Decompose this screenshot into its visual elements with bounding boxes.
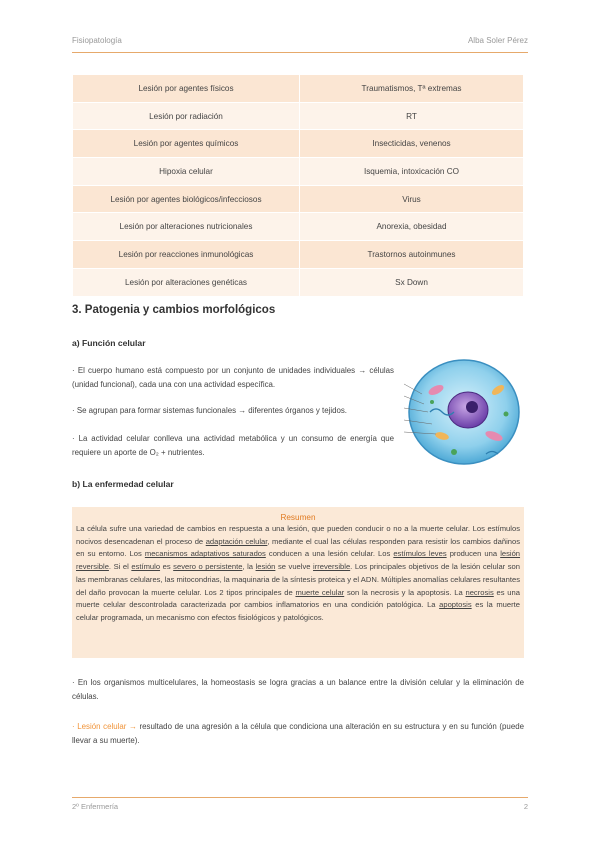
page-header [72, 34, 528, 53]
summary-term: lesión [255, 562, 276, 572]
summary-text-part: se vuelve [275, 562, 314, 572]
paragraph-cell-metabolism: · La actividad celular conlleva una actividad metabólica y un consumo de energía que requiere un aporte de O₂ + nutrientes. [72, 434, 394, 457]
summary-text-part: son la necrosis y la apoptosis. La [344, 587, 466, 597]
table-cell-example: Sx Down [300, 268, 524, 296]
table-row [73, 241, 524, 269]
section-title: 3. Patogenia y cambios morfológicos [72, 304, 276, 316]
table-cell-example: Virus [300, 185, 524, 213]
footer-course: 2º Enfermería [72, 802, 119, 811]
summary-term: adaptación celular [205, 536, 268, 546]
header-author: Alba Soler Pérez [467, 36, 528, 45]
summary-text-part: . Si el [108, 562, 132, 572]
paragraph-cell-units: · El cuerpo humano está compuesto por un conjunto de unidades individuales → células (unidad funcional), cada una con una actividad específica. [72, 366, 394, 389]
table-cell-cause: Hipoxia celular [73, 158, 300, 186]
table-row [73, 130, 524, 158]
summary-text-part: producen una [446, 549, 501, 559]
cell-diagram-icon [402, 354, 522, 469]
table-row [73, 213, 524, 241]
summary-text [76, 523, 520, 625]
summary-title: Resumen [280, 513, 316, 522]
table-cell-cause: Lesión por agentes físicos [73, 75, 300, 103]
summary-box [72, 507, 524, 658]
page-footer [72, 797, 528, 814]
table-row [73, 268, 524, 296]
summary-term: necrosis [465, 587, 494, 597]
summary-term: muerte celular [295, 587, 345, 597]
summary-text-part: , la [242, 562, 256, 572]
summary-text-part: es [160, 562, 174, 572]
table-cell-cause: Lesión por agentes biológicos/infecciosos [73, 185, 300, 213]
summary-text-part: La célula sufre una variedad de cambios en respuesta a una lesión, que pueden conducir o no a la muerte celular. Los estímulos nocivos desencadenan el proceso de [76, 524, 520, 546]
table-cell-cause: Lesión por alteraciones genéticas [73, 268, 300, 296]
summary-term: lesión reversible [76, 549, 521, 572]
table-row [73, 185, 524, 213]
table-row [73, 102, 524, 130]
table-cell-example: RT [300, 102, 524, 130]
summary-text-part: es una muerte celular descontrolada caracterizada por cambios inflamatorios en una condición patológica. La [76, 587, 520, 610]
summary-term: irreversible [313, 562, 351, 572]
table-cell-example: Traumatismos, Tª extremas [300, 75, 524, 103]
paragraph-homeostasis: · En los organismos multicelulares, la homeostasis se logra gracias a un balance entre la división celular y la eliminación de células. [72, 678, 524, 701]
table-cell-example: Isquemia, intoxicación CO [300, 158, 524, 186]
table-cell-cause: Lesión por agentes químicos [73, 130, 300, 158]
paragraph-functional-systems: · Se agrupan para formar sistemas funcionales → diferentes órganos y tejidos. [72, 406, 347, 415]
table-cell-cause: Lesión por reacciones inmunológicas [73, 241, 300, 269]
paragraph-cell-injury [72, 720, 524, 747]
table-cell-example: Anorexia, obesidad [300, 213, 524, 241]
page-number: 2 [523, 802, 528, 811]
table-cell-example: Trastornos autoinmunes [300, 241, 524, 269]
summary-text-part: es la muerte celular programada, un mecanismo con efectos fisiológicos y patológicos. [76, 600, 520, 622]
cell-illustration [402, 354, 522, 469]
summary-term: severo o persistente [173, 562, 243, 572]
table-cell-example: Insecticidas, venenos [300, 130, 524, 158]
summary-text-part: , mediante el cual las células responden para resistir los cambios dañinos en su entorno. Los [76, 536, 521, 559]
summary-term: mecanismos adaptativos saturados [144, 549, 266, 559]
summary-text-part: conducen a una lesión celular. Los [265, 549, 394, 559]
subsection-title-cell-disease: b) La enfermedad celular [72, 479, 174, 489]
subsection-title-cell-function: a) Función celular [72, 338, 146, 348]
summary-term: apoptosis [439, 600, 472, 610]
summary-term: estímulos leves [393, 549, 447, 559]
injury-causes-table [72, 74, 524, 297]
cell-injury-term: · Lesión celular → [72, 722, 137, 731]
summary-text-part: . Los principales objetivos de la lesión celular son las membranas celulares, las mitocondrias, la maquinaria de la síntesis proteica y el ADN. Múltiples anomalías celulares resultantes del daño provocan la muerte celular. Los 2 tipos principales de [76, 562, 520, 597]
summary-term: estímulo [131, 562, 161, 572]
table-row [73, 158, 524, 186]
table-row [73, 75, 524, 103]
cell-injury-definition: resultado de una agresión a la célula que condiciona una alteración en su estructura y en su función (puede llevar a su muerte). [72, 722, 524, 745]
table-cell-cause: Lesión por radiación [73, 102, 300, 130]
header-subject: Fisiopatología [72, 36, 122, 45]
table-cell-cause: Lesión por alteraciones nutricionales [73, 213, 300, 241]
